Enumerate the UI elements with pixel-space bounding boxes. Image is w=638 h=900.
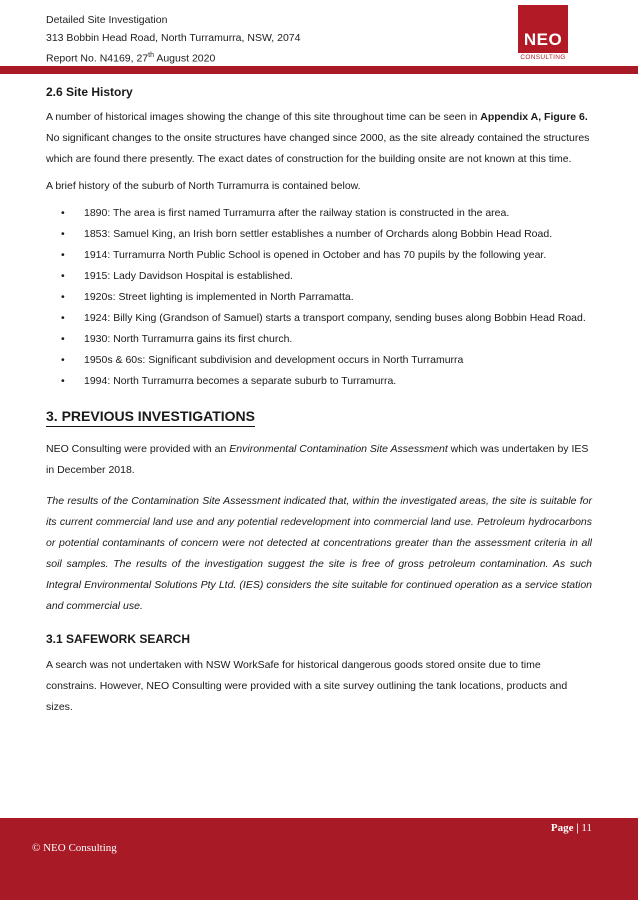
list-item: • 1994: North Turramurra becomes a separate suburb to Turramurra. [46,371,592,392]
assessment-results-paragraph: The results of the Contamination Site Assessment indicated that, within the investigated areas, the site is suitable for its current commercial land use and any potential redevelopment into commercial land use. Petroleum hydrocarbons or potential contaminants of concern were not detected at concentrations greater than the assessment criteria in all soil samples. The results of the investigation suggest the site is free of gross petroleum contamination. As such Integral Environmental Solutions Pty Ltd. (IES) considers the site suitable for continued operation as a service station and commercial use. [46,495,592,612]
appendix-reference: Appendix A, Figure 6. [480,111,588,123]
list-item: • 1950s & 60s: Significant subdivision and development occurs in North Turramurra [46,350,592,371]
list-item: • 1915: Lady Davidson Hospital is established. [46,266,592,287]
safework-paragraph: A search was not undertaken with NSW WorkSafe for historical dangerous goods stored onsite due to time constrains. However, NEO Consulting were provided with a site survey outlining the tank locations, products and sizes. [46,659,568,713]
site-address: 313 Bobbin Head Road, North Turramurra, NSW, 2074 [46,31,301,44]
logo-subtext: CONSULTING [520,54,566,61]
copyright-notice: © NEO Consulting [32,842,117,854]
site-history-paragraph: A number of historical images showing the change of this site throughout time can be seen in Appendix A, Figure 6. No significant changes to the onsite structures have changed since 2000, as the site already contained the structures which are found there presently. The exact dates of construction for the building onsite are not known at this time. [46,111,590,165]
previous-investigations-paragraph: NEO Consulting were provided with an Environmental Contamination Site Assessment which was undertaken by IES in December 2018. [46,443,589,476]
list-item: • 1924: Billy King (Grandson of Samuel) starts a transport company, sending buses along Bobbin Head Road. [46,308,592,329]
section-heading-previous-investigations: 3. PREVIOUS INVESTIGATIONS [46,406,255,427]
neo-consulting-logo [518,5,568,59]
document-body [46,82,592,718]
list-item: • 1920s: Street lighting is implemented in North Parramatta. [46,287,592,308]
list-item: • 1930: North Turramurra gains its first church. [46,329,592,350]
assessment-title: Environmental Contamination Site Assessment [229,443,448,455]
section-heading-safework-search: 3.1 SAFEWORK SEARCH [46,632,191,646]
page-header [46,12,300,68]
list-item: • 1853: Samuel King, an Irish born settler establishes a number of Orchards along Bobbin Head Road. [46,224,592,245]
list-item: • 1890: The area is first named Turramurra after the railway station is constructed in the area. [46,203,592,224]
logo-text: NEO [523,30,563,49]
list-item: • 1914: Turramurra North Public School is opened in October and has 70 pupils by the following year. [46,245,592,266]
report-number: Report No. N4169, 27th August 2020 [46,52,216,65]
page-footer [0,818,638,900]
suburb-history-intro: A brief history of the suburb of North Turramurra is contained below. [46,180,361,192]
page-number: Page | 11 [550,822,592,834]
history-list [46,203,592,392]
header-divider [0,66,638,74]
report-title: Detailed Site Investigation [46,14,168,26]
section-heading-site-history: 2.6 Site History [46,85,133,99]
